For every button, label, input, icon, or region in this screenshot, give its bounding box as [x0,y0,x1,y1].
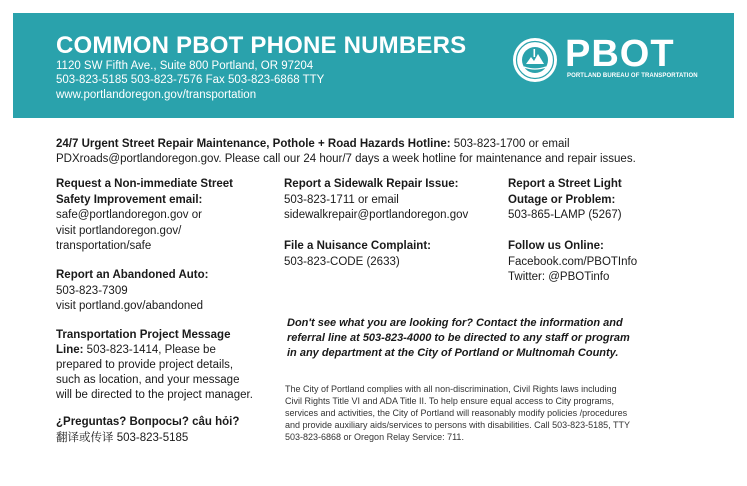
nuisance-title: File a Nuisance Complaint: [284,240,431,252]
streetlight-title-2: Outage or Problem: [508,194,616,206]
streetlight-title-1: Report a Street Light [508,178,622,190]
abandoned-auto-line: visit portland.gov/abandoned [56,300,204,312]
hotline-value: 503-823-1700 or email [450,138,570,150]
header-banner [13,13,734,118]
languages-line: 翻译或传译 503-823-5185 [56,432,189,444]
pbot-logo-subtitle: PORTLAND BUREAU OF TRANSPORTATION [567,73,698,79]
referral-line: in any department at the City of Portland or Multnomah County. [287,347,619,359]
sidewalk-line: sidewalkrepair@portlandoregon.gov [284,209,469,221]
project-line: prepared to provide project details, [56,359,234,371]
abandoned-auto-title: Report an Abandoned Auto: [56,269,209,281]
pbot-logo: PBOT [565,33,675,75]
page-title: COMMON PBOT PHONE NUMBERS [56,32,467,59]
project-title-1: Transportation Project Message [56,329,231,341]
legal-line: Civil Rights Title VI and ADA Title II. To help ensure equal access to City programs, [285,396,614,406]
office-address: 1120 SW Fifth Ave., Suite 800 Portland, OR 97204 [56,60,314,72]
twitter-link[interactable]: Twitter: @PBOTinfo [508,271,610,283]
streetlight-line: 503-865-LAMP (5267) [508,209,622,221]
project-title-2: Line: [56,344,84,356]
follow-title: Follow us Online: [508,240,604,252]
languages-title: ¿Preguntas? Вопросы? câu hỏi? [56,416,240,428]
facebook-link[interactable]: Facebook.com/PBOTInfo [508,256,638,268]
sidewalk-line: 503-823-1711 or email [284,194,399,206]
safety-line: visit portlandoregon.gov/ [56,225,182,237]
city-seal-icon [512,37,558,83]
sidewalk-title: Report a Sidewalk Repair Issue: [284,178,459,190]
referral-line: referral line at 503-823-4000 to be directed to any staff or program [287,332,630,344]
legal-line: and provide auxiliary aids/services to persons with disabilities. Call 503-823-5185, TTY [285,420,631,430]
referral-line: Don't see what you are looking for? Contact the information and [287,317,623,329]
project-phone: 503-823-1414, Please be [83,344,216,356]
abandoned-auto-line: 503-823-7309 [56,285,128,297]
safety-line: transportation/safe [56,240,152,252]
safety-line: safe@portlandoregon.gov or [56,209,202,221]
hotline-line1 [56,137,570,153]
office-phones: 503-823-5185 503-823-7576 Fax 503-823-6868 TTY [56,74,325,86]
legal-line: The City of Portland complies with all non-discrimination, Civil Rights laws including [285,384,617,394]
safety-title-2: Safety Improvement email: [56,194,203,206]
legal-line: 503-823-6868 or Oregon Relay Service: 711. [285,432,464,442]
project-line: such as location, and your message [56,374,240,386]
project-line: will be directed to the project manager. [56,389,253,401]
nuisance-line: 503-823-CODE (2633) [284,256,400,268]
project-line-1 [56,343,216,359]
safety-title-1: Request a Non-immediate Street [56,178,234,190]
legal-line: services and activities, the City of Portland will reasonably modify policies /procedures [285,408,628,418]
hotline-label: 24/7 Urgent Street Repair Maintenance, Pothole + Road Hazards Hotline: [56,138,451,150]
website-link[interactable]: www.portlandoregon.gov/transportation [56,89,257,101]
hotline-line2: PDXroads@portlandoregon.gov. Please call our 24 hour/7 days a week hotline for maintenance and repair issues. [56,153,636,165]
